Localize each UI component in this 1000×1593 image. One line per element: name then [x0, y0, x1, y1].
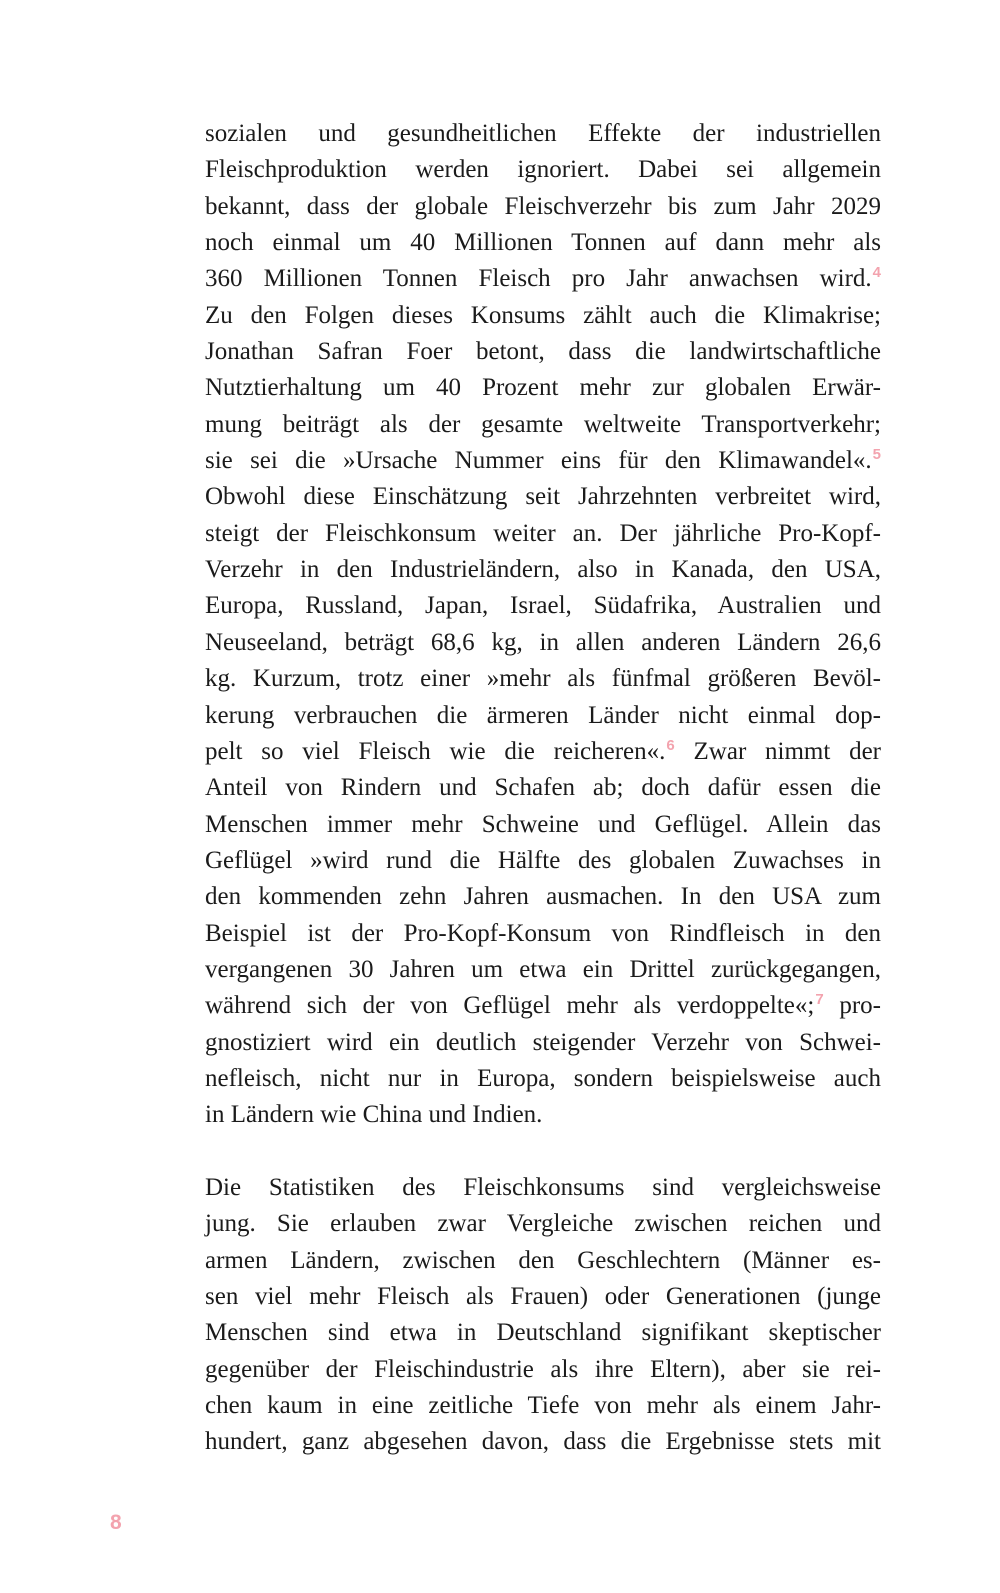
text-line: Menschen immer mehr Schweine und Geflügel. Allein das [205, 810, 881, 838]
text-line: hundert, ganz abgesehen davon, dass die Ergebnisse stets mit [205, 1428, 881, 1456]
paragraph-2 [205, 1170, 881, 1461]
text-line: steigt der Fleischkonsum weiter an. Der jährliche Pro-Kopf- [205, 519, 881, 547]
text-line: Jonathan Safran Foer betont, dass die landwirtschaftliche [205, 338, 881, 366]
footnote-ref-4[interactable]: 4 [872, 264, 881, 282]
text-line: Zu den Folgen dieses Konsums zählt auch die Klimakrise; [205, 301, 881, 329]
text-line: Geflügel »wird rund die Hälfte des globalen Zuwachses in [205, 846, 881, 874]
text-line: Beispiel ist der Pro-Kopf-Konsum von Rindfleisch in den [205, 919, 881, 947]
text-line: Fleischproduktion werden ignoriert. Dabei sei allgemein [205, 156, 881, 184]
text-line: noch einmal um 40 Millionen Tonnen auf dann mehr als [205, 229, 881, 257]
text-line: jung. Sie erlauben zwar Vergleiche zwischen reichen und [205, 1210, 881, 1238]
text-line: Verzehr in den Industrieländern, also in Kanada, den USA, [205, 556, 881, 584]
text-line: vergangenen 30 Jahren um etwa ein Drittel zurückgegangen, [205, 955, 881, 983]
text-line: bekannt, dass der globale Fleischverzehr bis zum Jahr 2029 [205, 192, 881, 220]
footnote-ref-7[interactable]: 7 [815, 991, 824, 1009]
text-line: während sich der von Geflügel mehr als verdoppelte«;$^7$ pro- [205, 991, 881, 1020]
text-line: Europa, Russland, Japan, Israel, Südafrika, Australien und [205, 592, 881, 620]
text-line: nefleisch, nicht nur in Europa, sondern beispielsweise auch [205, 1064, 881, 1092]
text-line: sozialen und gesundheitlichen Effekte der industriellen [205, 120, 881, 147]
text-line: kg. Kurzum, trotz einer »mehr als fünfmal größeren Bevöl- [205, 665, 881, 693]
text-line: 360 Millionen Tonnen Fleisch pro Jahr anwachsen wird.$^4$ [205, 264, 881, 293]
text-line: Anteil von Rindern und Schafen ab; doch dafür essen die [205, 774, 881, 802]
text-line: sen viel mehr Fleisch als Frauen) oder Generationen (junge [205, 1283, 881, 1310]
text-line: Obwohl diese Einschätzung seit Jahrzehnten verbreitet wird, [205, 483, 881, 511]
footnote-ref-5[interactable]: 5 [872, 446, 881, 464]
body-text [205, 116, 881, 1461]
page-number: 8 [110, 1511, 122, 1534]
text-line: in Ländern wie China und Indien. [205, 1101, 543, 1129]
text-line: Nutztierhaltung um 40 Prozent mehr zur globalen Erwär- [205, 374, 881, 402]
text-line: Menschen sind etwa in Deutschland signifikant skeptischer [205, 1319, 881, 1347]
text-line: den kommenden zehn Jahren ausmachen. In den USA zum [205, 883, 881, 911]
text-line: chen kaum in eine zeitliche Tiefe von mehr als einem Jahr- [205, 1392, 881, 1420]
text-line: kerung verbrauchen die ärmeren Länder nicht einmal dop- [205, 701, 881, 729]
text-line: mung beiträgt als der gesamte weltweite Transportverkehr; [205, 410, 881, 438]
text-line: armen Ländern, zwischen den Geschlechtern (Männer es- [205, 1246, 881, 1274]
paragraph-1 [205, 116, 881, 1134]
text-line: pelt so viel Fleisch wie die reicheren«.$^6$ Zwar nimmt der [205, 736, 882, 765]
footnote-ref-6[interactable]: 6 [666, 736, 675, 754]
text-line: Neuseeland, beträgt 68,6 kg, in allen anderen Ländern 26,6 [205, 628, 881, 656]
text-line: Die Statistiken des Fleischkonsums sind vergleichsweise [205, 1173, 881, 1201]
text-line: sie sei die »Ursache Nummer eins für den Klimawandel«.$^5$ [205, 446, 881, 475]
text-line: gegenüber der Fleischindustrie als ihre Eltern), aber sie rei- [205, 1355, 881, 1383]
text-line: gnostiziert wird ein deutlich steigender Verzehr von Schwei- [205, 1028, 881, 1056]
